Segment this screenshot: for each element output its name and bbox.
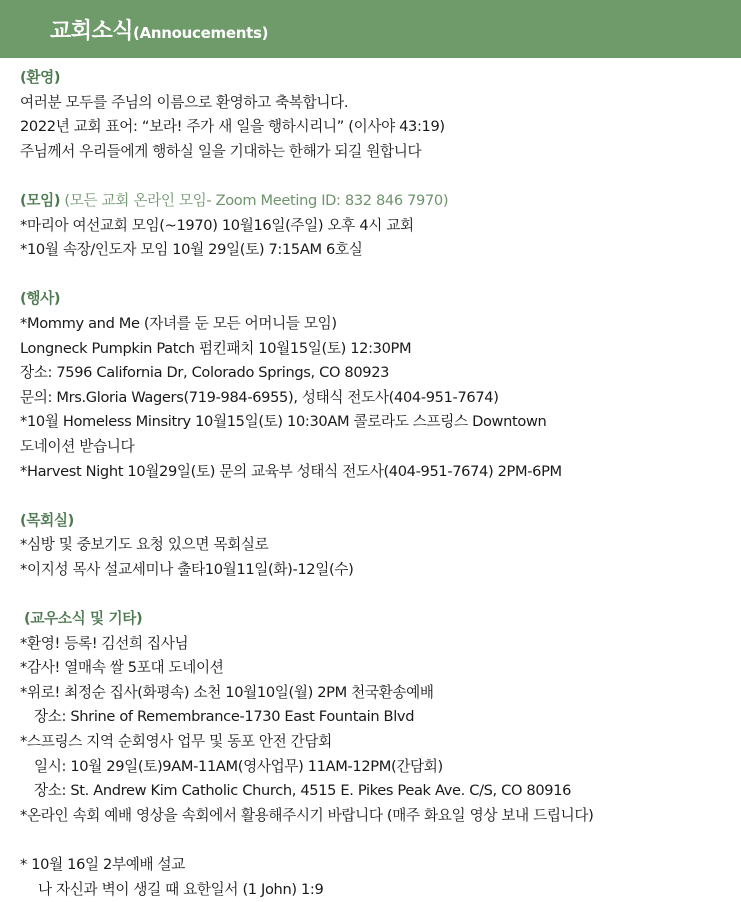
sermon-line: 나 자신과 벽이 생길 때 요한일서 (1 John) 1:9	[38, 880, 324, 898]
welcome-line: 여러분 모두를 주님의 이름으로 환영하고 축복합니다.	[20, 93, 349, 111]
events-line: 장소: 7596 California Dr, Colorado Springs, CO 80923	[20, 364, 390, 382]
page-title	[50, 14, 268, 45]
events-line: *Mommy and Me (자녀를 둔 모든 어머니들 모임)	[20, 314, 337, 332]
title-korean: 교회소식	[50, 19, 134, 44]
events-line: 문의: Mrs.Gloria Wagers(719-984-6955), 성태식 전도사(404-951-7674)	[20, 388, 499, 406]
welcome-line: 2022년 교회 표어: “보라! 주가 새 일을 행하시리니” (이사야 43:19)	[20, 118, 445, 136]
header-banner	[0, 0, 741, 58]
meetings-heading	[20, 189, 735, 214]
pastor-office-line: *심방 및 중보기도 요청 있으면 목회실로	[20, 536, 269, 554]
events-line: *10월 Homeless Minsitry 10월15일(토) 10:30AM 콜로라도 스프링스 Downtown	[20, 413, 547, 431]
pastor-office-line: *이지성 목사 설교세미나 출타10월11일(화)-12일(수)	[20, 560, 354, 578]
events-line: 도네이션 받습니다	[20, 437, 135, 455]
member-news-line: 장소: St. Andrew Kim Catholic Church, 4515 E. Pikes Peak Ave. C/S, CO 80916	[34, 782, 572, 800]
member-news-line: *스프링스 지역 순회영사 업무 및 동포 안전 간담회	[20, 733, 332, 751]
meetings-heading-label: (모임)	[20, 191, 61, 209]
pastor-office-heading: (목회실)	[20, 511, 74, 529]
title-english: (Annoucements)	[133, 24, 269, 42]
events-line: Longneck Pumpkin Patch 펌킨패치 10월15일(토) 12:30PM	[20, 339, 412, 357]
member-news-line: 장소: Shrine of Remembrance-1730 East Fountain Blvd	[34, 708, 415, 726]
spacer	[20, 263, 735, 288]
spacer	[20, 582, 735, 607]
announcement-body	[20, 66, 735, 902]
member-news-line: *위로! 최정순 집사(화평속) 소천 10월10일(월) 2PM 천국환송예배	[20, 683, 434, 701]
member-news-line: *환영! 등록! 김선희 집사님	[20, 634, 189, 652]
member-news-line: 일시: 10월 29일(토)9AM-11AM(영사업무) 11AM-12PM(간담회)	[34, 757, 443, 775]
meetings-line: *10월 속장/인도자 모임 10월 29일(토) 7:15AM 6호실	[20, 241, 363, 259]
events-heading: (행사)	[20, 290, 61, 308]
member-news-line: *감사! 열매속 쌀 5포대 도네이션	[20, 659, 224, 677]
spacer	[20, 484, 735, 509]
events-line: *Harvest Night 10월29일(토) 문의 교육부 성태식 전도사(404-951-7674) 2PM-6PM	[20, 462, 562, 480]
member-news-line: *온라인 속회 예배 영상을 속회에서 활용해주시기 바랍니다 (매주 화요일 영상 보내 드립니다)	[20, 806, 594, 824]
meetings-line: *마리아 여선교회 모임(~1970) 10월16일(주일) 오후 4시 교회	[20, 216, 414, 234]
welcome-heading: (환영)	[20, 69, 61, 86]
spacer	[20, 828, 735, 853]
meetings-zoom-note: (모든 교회 온라인 모임- Zoom Meeting ID: 832 846 7970)	[60, 191, 449, 209]
spacer	[20, 164, 735, 189]
sermon-line: * 10월 16일 2부예배 설교	[20, 856, 186, 873]
member-news-heading: (교우소식 및 기타)	[24, 610, 143, 628]
welcome-line: 주님께서 우리들에게 행하실 일을 기대하는 한해가 되길 원합니다	[20, 142, 422, 160]
